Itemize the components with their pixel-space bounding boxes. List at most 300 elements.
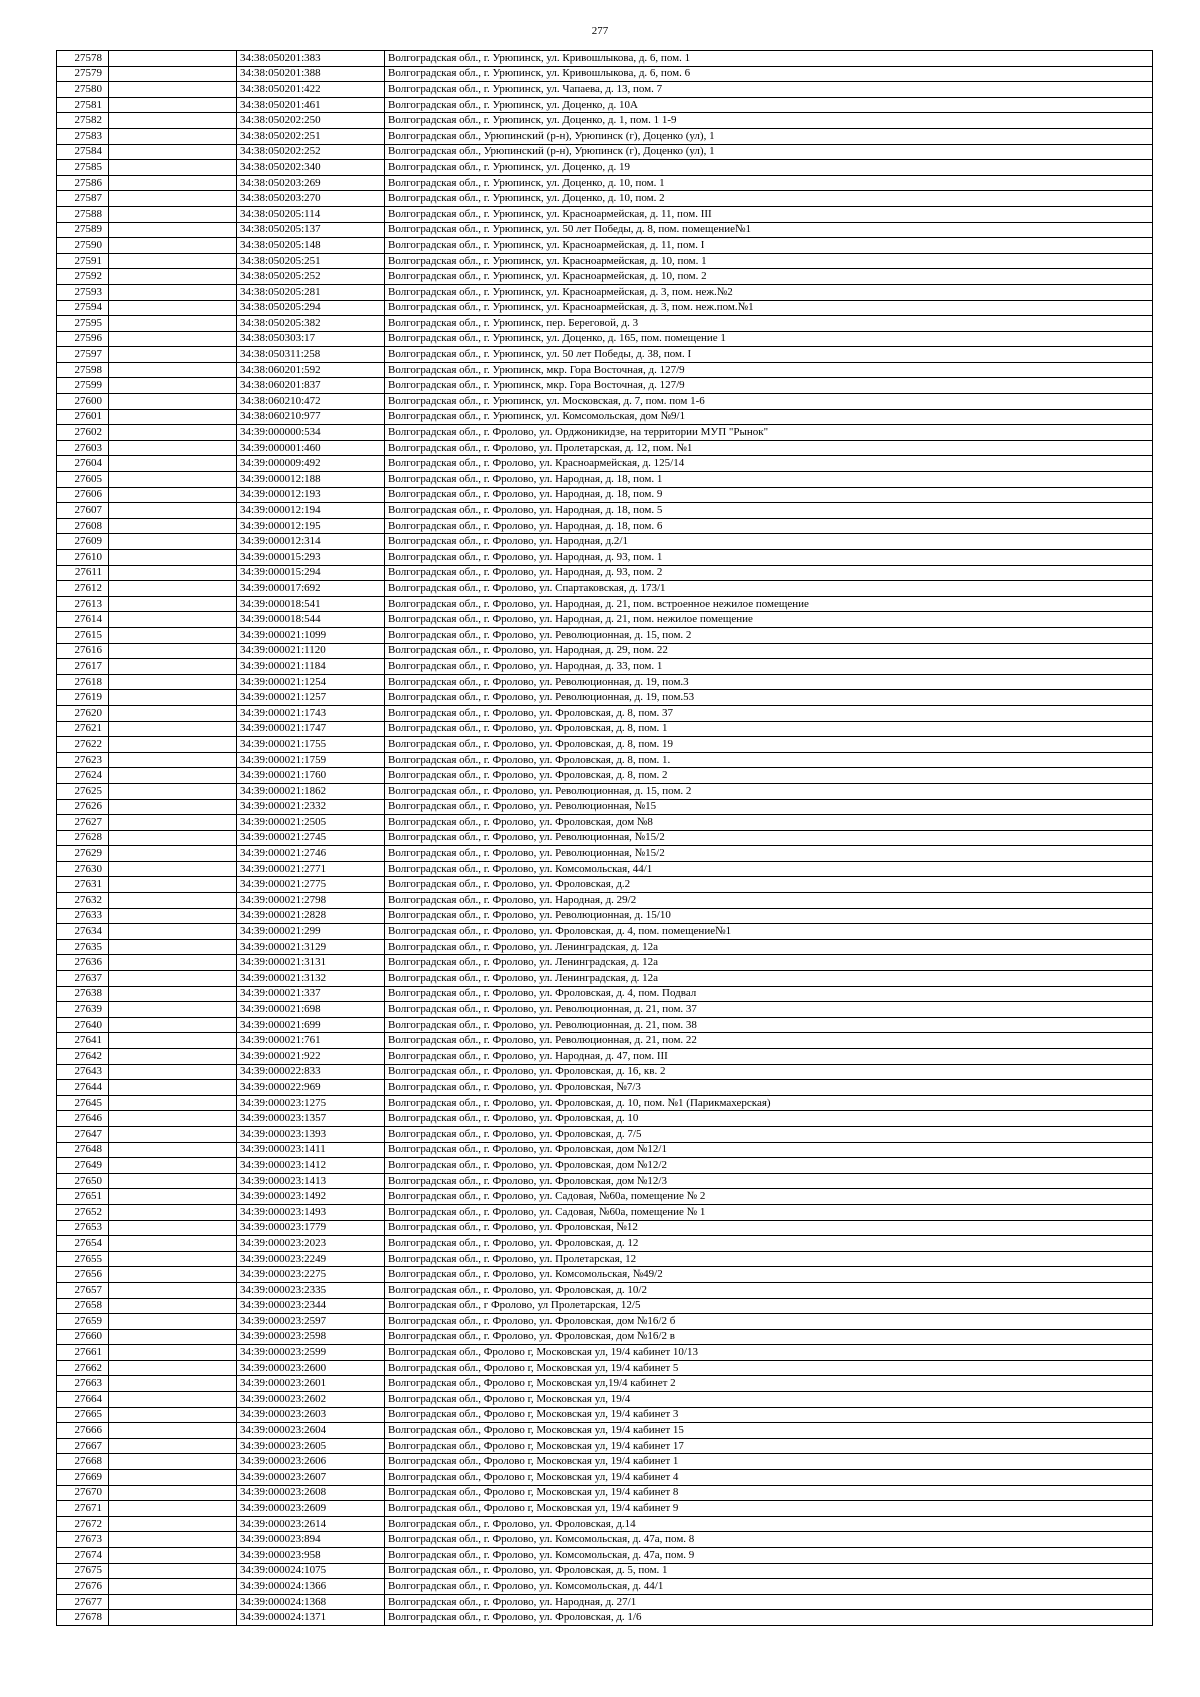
cadastral-number-cell: 34:39:000021:337 [237,986,385,1002]
address-cell: Волгоградская обл., г. Фролово, ул. Революционная, д. 21, пом. 22 [385,1033,1153,1049]
row-number-cell: 27652 [57,1204,109,1220]
table-row [57,1407,1153,1423]
address-cell: Волгоградская обл., г. Фролово, ул. Фроловская, д. 8, пом. 2 [385,768,1153,784]
row-number-cell: 27651 [57,1189,109,1205]
table-row [57,1204,1153,1220]
table-row [57,51,1153,67]
address-cell: Волгоградская обл., г. Урюпинск, пер. Береговой, д. 3 [385,316,1153,332]
table-row [57,394,1153,410]
cadastral-number-cell: 34:39:000023:1393 [237,1126,385,1142]
row-number-cell: 27677 [57,1594,109,1610]
empty-cell [109,705,237,721]
empty-cell [109,1002,237,1018]
row-number-cell: 27648 [57,1142,109,1158]
address-cell: Волгоградская обл., г. Фролово, ул. Пролетарская, д. 12, пом. №1 [385,440,1153,456]
cadastral-number-cell: 34:39:000023:2603 [237,1407,385,1423]
table-row [57,331,1153,347]
address-cell: Волгоградская обл., г. Фролово, ул. Народная, д. 21, пом. нежилое помещение [385,612,1153,628]
address-cell: Волгоградская обл., г. Урюпинск, ул. Красноармейская, д. 11, пом. III [385,206,1153,222]
empty-cell [109,643,237,659]
address-cell: Волгоградская обл., г. Фролово, ул. Фроловская, дом №12/3 [385,1173,1153,1189]
address-cell: Волгоградская обл., г. Урюпинск, ул. Доценко, д. 10А [385,97,1153,113]
cadastral-number-cell: 34:39:000023:2344 [237,1298,385,1314]
cadastral-number-cell: 34:39:000021:1747 [237,721,385,737]
cadastral-number-cell: 34:39:000012:314 [237,534,385,550]
empty-cell [109,783,237,799]
row-number-cell: 27609 [57,534,109,550]
cadastral-number-cell: 34:39:000015:293 [237,550,385,566]
row-number-cell: 27594 [57,300,109,316]
table-row [57,955,1153,971]
row-number-cell: 27583 [57,128,109,144]
empty-cell [109,565,237,581]
empty-cell [109,222,237,238]
cadastral-number-cell: 34:38:050201:422 [237,82,385,98]
address-cell: Волгоградская обл., г. Урюпинск, мкр. Гора Восточная, д. 127/9 [385,378,1153,394]
address-cell: Волгоградская обл., Фролово г, Московская ул, 19/4 кабинет 15 [385,1423,1153,1439]
address-cell: Волгоградская обл., г. Фролово, ул. Комсомольская, 44/1 [385,861,1153,877]
empty-cell [109,1516,237,1532]
table-row [57,1470,1153,1486]
row-number-cell: 27613 [57,596,109,612]
page-number: 277 [591,25,609,37]
empty-cell [109,82,237,98]
cadastral-number-cell: 34:38:050205:251 [237,253,385,269]
row-number-cell: 27620 [57,705,109,721]
address-cell: Волгоградская обл., г. Фролово, ул. Спартаковская, д. 173/1 [385,581,1153,597]
address-cell: Волгоградская обл., г. Урюпинск, ул. Московская, д. 7, пом. пом 1-6 [385,394,1153,410]
empty-cell [109,1111,237,1127]
cadastral-number-cell: 34:39:000023:1779 [237,1220,385,1236]
cadastral-number-cell: 34:39:000012:188 [237,472,385,488]
cadastral-number-cell: 34:39:000021:698 [237,1002,385,1018]
address-cell: Волгоградская обл., г. Фролово, ул. Фроловская, д. 8, пом. 19 [385,737,1153,753]
cadastral-number-cell: 34:39:000015:294 [237,565,385,581]
empty-cell [109,1049,237,1065]
empty-cell [109,1470,237,1486]
row-number-cell: 27640 [57,1017,109,1033]
cadastral-number-cell: 34:39:000023:2600 [237,1360,385,1376]
empty-cell [109,97,237,113]
empty-cell [109,1485,237,1501]
row-number-cell: 27625 [57,783,109,799]
table-row [57,97,1153,113]
row-number-cell: 27668 [57,1454,109,1470]
cadastral-number-cell: 34:39:000021:761 [237,1033,385,1049]
cadastral-number-cell: 34:39:000012:194 [237,503,385,519]
table-row [57,971,1153,987]
cadastral-number-cell: 34:38:050202:340 [237,160,385,176]
empty-cell [109,409,237,425]
row-number-cell: 27663 [57,1376,109,1392]
empty-cell [109,596,237,612]
empty-cell [109,1189,237,1205]
cadastral-number-cell: 34:39:000021:299 [237,924,385,940]
address-cell: Волгоградская обл., г. Урюпинск, ул. Красноармейская, д. 10, пом. 1 [385,253,1153,269]
table-row [57,1111,1153,1127]
table-row [57,191,1153,207]
row-number-cell: 27578 [57,51,109,67]
empty-cell [109,160,237,176]
cadastral-number-cell: 34:38:060201:592 [237,362,385,378]
row-number-cell: 27670 [57,1485,109,1501]
row-number-cell: 27646 [57,1111,109,1127]
table-row [57,1236,1153,1252]
row-number-cell: 27589 [57,222,109,238]
table-row [57,1189,1153,1205]
cadastral-number-cell: 34:38:060201:837 [237,378,385,394]
row-number-cell: 27627 [57,815,109,831]
cadastral-number-cell: 34:39:000021:1760 [237,768,385,784]
row-number-cell: 27667 [57,1438,109,1454]
empty-cell [109,534,237,550]
row-number-cell: 27602 [57,425,109,441]
row-number-cell: 27585 [57,160,109,176]
row-number-cell: 27622 [57,737,109,753]
row-number-cell: 27673 [57,1532,109,1548]
table-row [57,518,1153,534]
cadastral-number-cell: 34:39:000012:193 [237,487,385,503]
address-cell: Волгоградская обл., г. Фролово, ул. Революционная, д. 19, пом.3 [385,674,1153,690]
address-cell: Волгоградская обл., г. Фролово, ул. Народная, д. 47, пом. III [385,1049,1153,1065]
table-row [57,877,1153,893]
address-cell: Волгоградская обл., г. Урюпинск, ул. Красноармейская, д. 11, пом. I [385,238,1153,254]
address-cell: Волгоградская обл., г. Фролово, ул. Фроловская, д. 8, пом. 1. [385,752,1153,768]
cadastral-number-cell: 34:39:000021:2775 [237,877,385,893]
row-number-cell: 27645 [57,1095,109,1111]
address-cell: Волгоградская обл., г. Фролово, ул. Фроловская, д. 4, пом. Подвал [385,986,1153,1002]
empty-cell [109,815,237,831]
address-cell: Волгоградская обл., г. Фролово, ул. Ленинградская, д. 12а [385,955,1153,971]
address-cell: Волгоградская обл., г. Урюпинск, мкр. Гора Восточная, д. 127/9 [385,362,1153,378]
table-row [57,362,1153,378]
cadastral-number-cell: 34:38:050201:383 [237,51,385,67]
cadastral-number-cell: 34:39:000021:1755 [237,737,385,753]
cadastral-number-cell: 34:38:050205:252 [237,269,385,285]
address-cell: Волгоградская обл., г. Фролово, ул. Народная, д. 93, пом. 2 [385,565,1153,581]
row-number-cell: 27615 [57,627,109,643]
address-cell: Волгоградская обл., г. Фролово, ул. Революционная, №15/2 [385,830,1153,846]
empty-cell [109,550,237,566]
address-cell: Волгоградская обл., г. Фролово, ул. Фроловская, дом №12/1 [385,1142,1153,1158]
row-number-cell: 27607 [57,503,109,519]
empty-cell [109,253,237,269]
table-row [57,1314,1153,1330]
address-cell: Волгоградская обл., г. Фролово, ул. Фроловская, д. 8, пом. 1 [385,721,1153,737]
table-row [57,1017,1153,1033]
table-row [57,1173,1153,1189]
cadastral-number-cell: 34:39:000001:460 [237,440,385,456]
table-row [57,534,1153,550]
empty-cell [109,503,237,519]
table-row [57,425,1153,441]
row-number-cell: 27644 [57,1080,109,1096]
row-number-cell: 27579 [57,66,109,82]
address-cell: Волгоградская обл., г. Фролово, ул. Орджоникидзе, на территории МУП "Рынок" [385,425,1153,441]
empty-cell [109,66,237,82]
table-row [57,128,1153,144]
row-number-cell: 27658 [57,1298,109,1314]
empty-cell [109,51,237,67]
empty-cell [109,955,237,971]
table-row [57,82,1153,98]
table-row [57,222,1153,238]
row-number-cell: 27616 [57,643,109,659]
table-row [57,783,1153,799]
cadastral-number-cell: 34:39:000023:1412 [237,1158,385,1174]
empty-cell [109,316,237,332]
cadastral-number-cell: 34:39:000023:2604 [237,1423,385,1439]
empty-cell [109,1454,237,1470]
table-row [57,1080,1153,1096]
table-row [57,596,1153,612]
address-cell: Волгоградская обл., г. Фролово, ул. Красноармейская, д. 125/14 [385,456,1153,472]
empty-cell [109,1610,237,1626]
address-cell: Волгоградская обл., г. Урюпинск, ул. Доценко, д. 10, пом. 1 [385,175,1153,191]
address-cell: Волгоградская обл., г. Фролово, ул. Народная, д. 21, пом. встроенное нежилое помещение [385,596,1153,612]
table-row [57,66,1153,82]
cadastral-number-cell: 34:38:050205:148 [237,238,385,254]
cadastral-number-cell: 34:38:050203:269 [237,175,385,191]
table-row [57,347,1153,363]
cadastral-number-cell: 34:39:000023:2608 [237,1485,385,1501]
table-row [57,160,1153,176]
table-row [57,378,1153,394]
table-row [57,238,1153,254]
table-row [57,316,1153,332]
cadastral-number-cell: 34:39:000022:833 [237,1064,385,1080]
empty-cell [109,1251,237,1267]
table-row [57,565,1153,581]
table-row [57,893,1153,909]
address-cell: Волгоградская обл., г. Фролово, ул. Садовая, №60а, помещение № 1 [385,1204,1153,1220]
empty-cell [109,721,237,737]
empty-cell [109,394,237,410]
table-row [57,799,1153,815]
table-row [57,1049,1153,1065]
cadastral-number-cell: 34:39:000021:1862 [237,783,385,799]
address-cell: Волгоградская обл., г. Фролово, ул. Фроловская, №12 [385,1220,1153,1236]
empty-cell [109,472,237,488]
row-number-cell: 27618 [57,674,109,690]
row-number-cell: 27641 [57,1033,109,1049]
cadastral-number-cell: 34:39:000021:2332 [237,799,385,815]
row-number-cell: 27634 [57,924,109,940]
cadastral-number-cell: 34:39:000023:2275 [237,1267,385,1283]
row-number-cell: 27678 [57,1610,109,1626]
empty-cell [109,347,237,363]
table-row [57,690,1153,706]
cadastral-number-cell: 34:39:000021:1120 [237,643,385,659]
empty-cell [109,1407,237,1423]
row-number-cell: 27656 [57,1267,109,1283]
row-number-cell: 27601 [57,409,109,425]
row-number-cell: 27606 [57,487,109,503]
table-row [57,627,1153,643]
table-row [57,550,1153,566]
row-number-cell: 27637 [57,971,109,987]
row-number-cell: 27595 [57,316,109,332]
row-number-cell: 27588 [57,206,109,222]
cadastral-number-cell: 34:39:000021:2798 [237,893,385,909]
cadastral-number-cell: 34:39:000018:541 [237,596,385,612]
cadastral-number-cell: 34:39:000021:2828 [237,908,385,924]
cadastral-number-cell: 34:39:000023:2597 [237,1314,385,1330]
table-row [57,456,1153,472]
empty-cell [109,768,237,784]
cadastral-number-cell: 34:39:000023:2601 [237,1376,385,1392]
address-cell: Волгоградская обл., г. Фролово, ул. Комсомольская, д. 44/1 [385,1579,1153,1595]
row-number-cell: 27617 [57,659,109,675]
empty-cell [109,799,237,815]
empty-cell [109,144,237,160]
empty-cell [109,300,237,316]
empty-cell [109,737,237,753]
row-number-cell: 27675 [57,1563,109,1579]
address-cell: Волгоградская обл., г. Фролово, ул. Революционная, №15/2 [385,846,1153,862]
table-row [57,113,1153,129]
table-row [57,1454,1153,1470]
table-row [57,815,1153,831]
row-number-cell: 27626 [57,799,109,815]
cadastral-number-cell: 34:39:000023:894 [237,1532,385,1548]
empty-cell [109,1329,237,1345]
table-row [57,737,1153,753]
address-cell: Волгоградская обл., г. Фролово, ул. Революционная, д. 15/10 [385,908,1153,924]
table-row [57,830,1153,846]
empty-cell [109,1064,237,1080]
table-row [57,1610,1153,1626]
address-cell: Волгоградская обл., г. Фролово, ул. Фроловская, д. 10/2 [385,1282,1153,1298]
empty-cell [109,893,237,909]
empty-cell [109,1532,237,1548]
empty-cell [109,1033,237,1049]
empty-cell [109,487,237,503]
row-number-cell: 27587 [57,191,109,207]
row-number-cell: 27605 [57,472,109,488]
row-number-cell: 27621 [57,721,109,737]
table-row [57,1002,1153,1018]
empty-cell [109,1236,237,1252]
address-cell: Волгоградская обл., г. Фролово, ул. Фроловская, д.14 [385,1516,1153,1532]
cadastral-number-cell: 34:39:000017:692 [237,581,385,597]
address-cell: Волгоградская обл., г. Урюпинск, ул. 50 лет Победы, д. 38, пом. I [385,347,1153,363]
address-cell: Волгоградская обл., г. Фролово, ул. Народная, д. 29/2 [385,893,1153,909]
cadastral-number-cell: 34:38:050202:250 [237,113,385,129]
empty-cell [109,128,237,144]
cadastral-number-cell: 34:39:000012:195 [237,518,385,534]
cadastral-number-cell: 34:38:050201:461 [237,97,385,113]
cadastral-number-cell: 34:39:000021:2746 [237,846,385,862]
address-cell: Волгоградская обл., г. Фролово, ул. Фроловская, д. 5, пом. 1 [385,1563,1153,1579]
row-number-cell: 27660 [57,1329,109,1345]
row-number-cell: 27647 [57,1126,109,1142]
cadastral-number-cell: 34:38:060210:977 [237,409,385,425]
row-number-cell: 27642 [57,1049,109,1065]
table-row [57,1392,1153,1408]
empty-cell [109,659,237,675]
row-number-cell: 27671 [57,1501,109,1517]
row-number-cell: 27631 [57,877,109,893]
address-cell: Волгоградская обл., г. Фролово, ул. Народная, д. 18, пом. 5 [385,503,1153,519]
cadastral-number-cell: 34:39:000023:1357 [237,1111,385,1127]
row-number-cell: 27580 [57,82,109,98]
empty-cell [109,674,237,690]
cadastral-number-cell: 34:39:000024:1075 [237,1563,385,1579]
cadastral-number-cell: 34:39:000024:1368 [237,1594,385,1610]
address-cell: Волгоградская обл., г. Фролово, ул. Народная, д. 93, пом. 1 [385,550,1153,566]
row-number-cell: 27653 [57,1220,109,1236]
address-cell: Волгоградская обл., Фролово г, Московская ул,19/4 кабинет 2 [385,1376,1153,1392]
table-row [57,1501,1153,1517]
cadastral-number-cell: 34:39:000023:1413 [237,1173,385,1189]
address-cell: Волгоградская обл., г. Фролово, ул. Фроловская, дом №8 [385,815,1153,831]
empty-cell [109,331,237,347]
table-row [57,674,1153,690]
cadastral-number-cell: 34:39:000021:1743 [237,705,385,721]
cadastral-number-cell: 34:39:000023:2249 [237,1251,385,1267]
registry-table-body [57,51,1153,1626]
address-cell: Волгоградская обл., Фролово г, Московская ул, 19/4 кабинет 10/13 [385,1345,1153,1361]
table-row [57,939,1153,955]
cadastral-number-cell: 34:39:000023:2605 [237,1438,385,1454]
address-cell: Волгоградская обл., г. Урюпинск, ул. Кривошлыкова, д. 6, пом. 6 [385,66,1153,82]
table-row [57,503,1153,519]
cadastral-number-cell: 34:39:000023:958 [237,1548,385,1564]
address-cell: Волгоградская обл., г. Фролово, ул. Ленинградская, д. 12а [385,971,1153,987]
row-number-cell: 27661 [57,1345,109,1361]
table-row [57,1126,1153,1142]
row-number-cell: 27662 [57,1360,109,1376]
row-number-cell: 27591 [57,253,109,269]
empty-cell [109,752,237,768]
table-row [57,1485,1153,1501]
table-row [57,1548,1153,1564]
address-cell: Волгоградская обл., Урюпинский (р-н), Урюпинск (г), Доценко (ул), 1 [385,144,1153,160]
table-row [57,1298,1153,1314]
row-number-cell: 27610 [57,550,109,566]
table-row [57,1095,1153,1111]
cadastral-number-cell: 34:39:000021:2505 [237,815,385,831]
empty-cell [109,581,237,597]
empty-cell [109,1267,237,1283]
row-number-cell: 27600 [57,394,109,410]
address-cell: Волгоградская обл., г. Фролово, ул. Фроловская, дом №16/2 в [385,1329,1153,1345]
table-row [57,1438,1153,1454]
empty-cell [109,1282,237,1298]
table-row [57,1594,1153,1610]
address-cell: Волгоградская обл., г. Фролово, ул. Народная, д. 33, пом. 1 [385,659,1153,675]
table-row [57,1516,1153,1532]
table-row [57,440,1153,456]
row-number-cell: 27676 [57,1579,109,1595]
row-number-cell: 27612 [57,581,109,597]
address-cell: Волгоградская обл., г Фролово, ул Пролетарская, 12/5 [385,1298,1153,1314]
table-row [57,1282,1153,1298]
table-row [57,721,1153,737]
row-number-cell: 27650 [57,1173,109,1189]
row-number-cell: 27608 [57,518,109,534]
address-cell: Волгоградская обл., г. Фролово, ул. Фроловская, д. 1/6 [385,1610,1153,1626]
address-cell: Волгоградская обл., Урюпинский (р-н), Урюпинск (г), Доценко (ул), 1 [385,128,1153,144]
table-row [57,986,1153,1002]
row-number-cell: 27599 [57,378,109,394]
table-row [57,1033,1153,1049]
row-number-cell: 27586 [57,175,109,191]
table-row [57,1064,1153,1080]
table-row [57,1267,1153,1283]
table-row [57,1532,1153,1548]
